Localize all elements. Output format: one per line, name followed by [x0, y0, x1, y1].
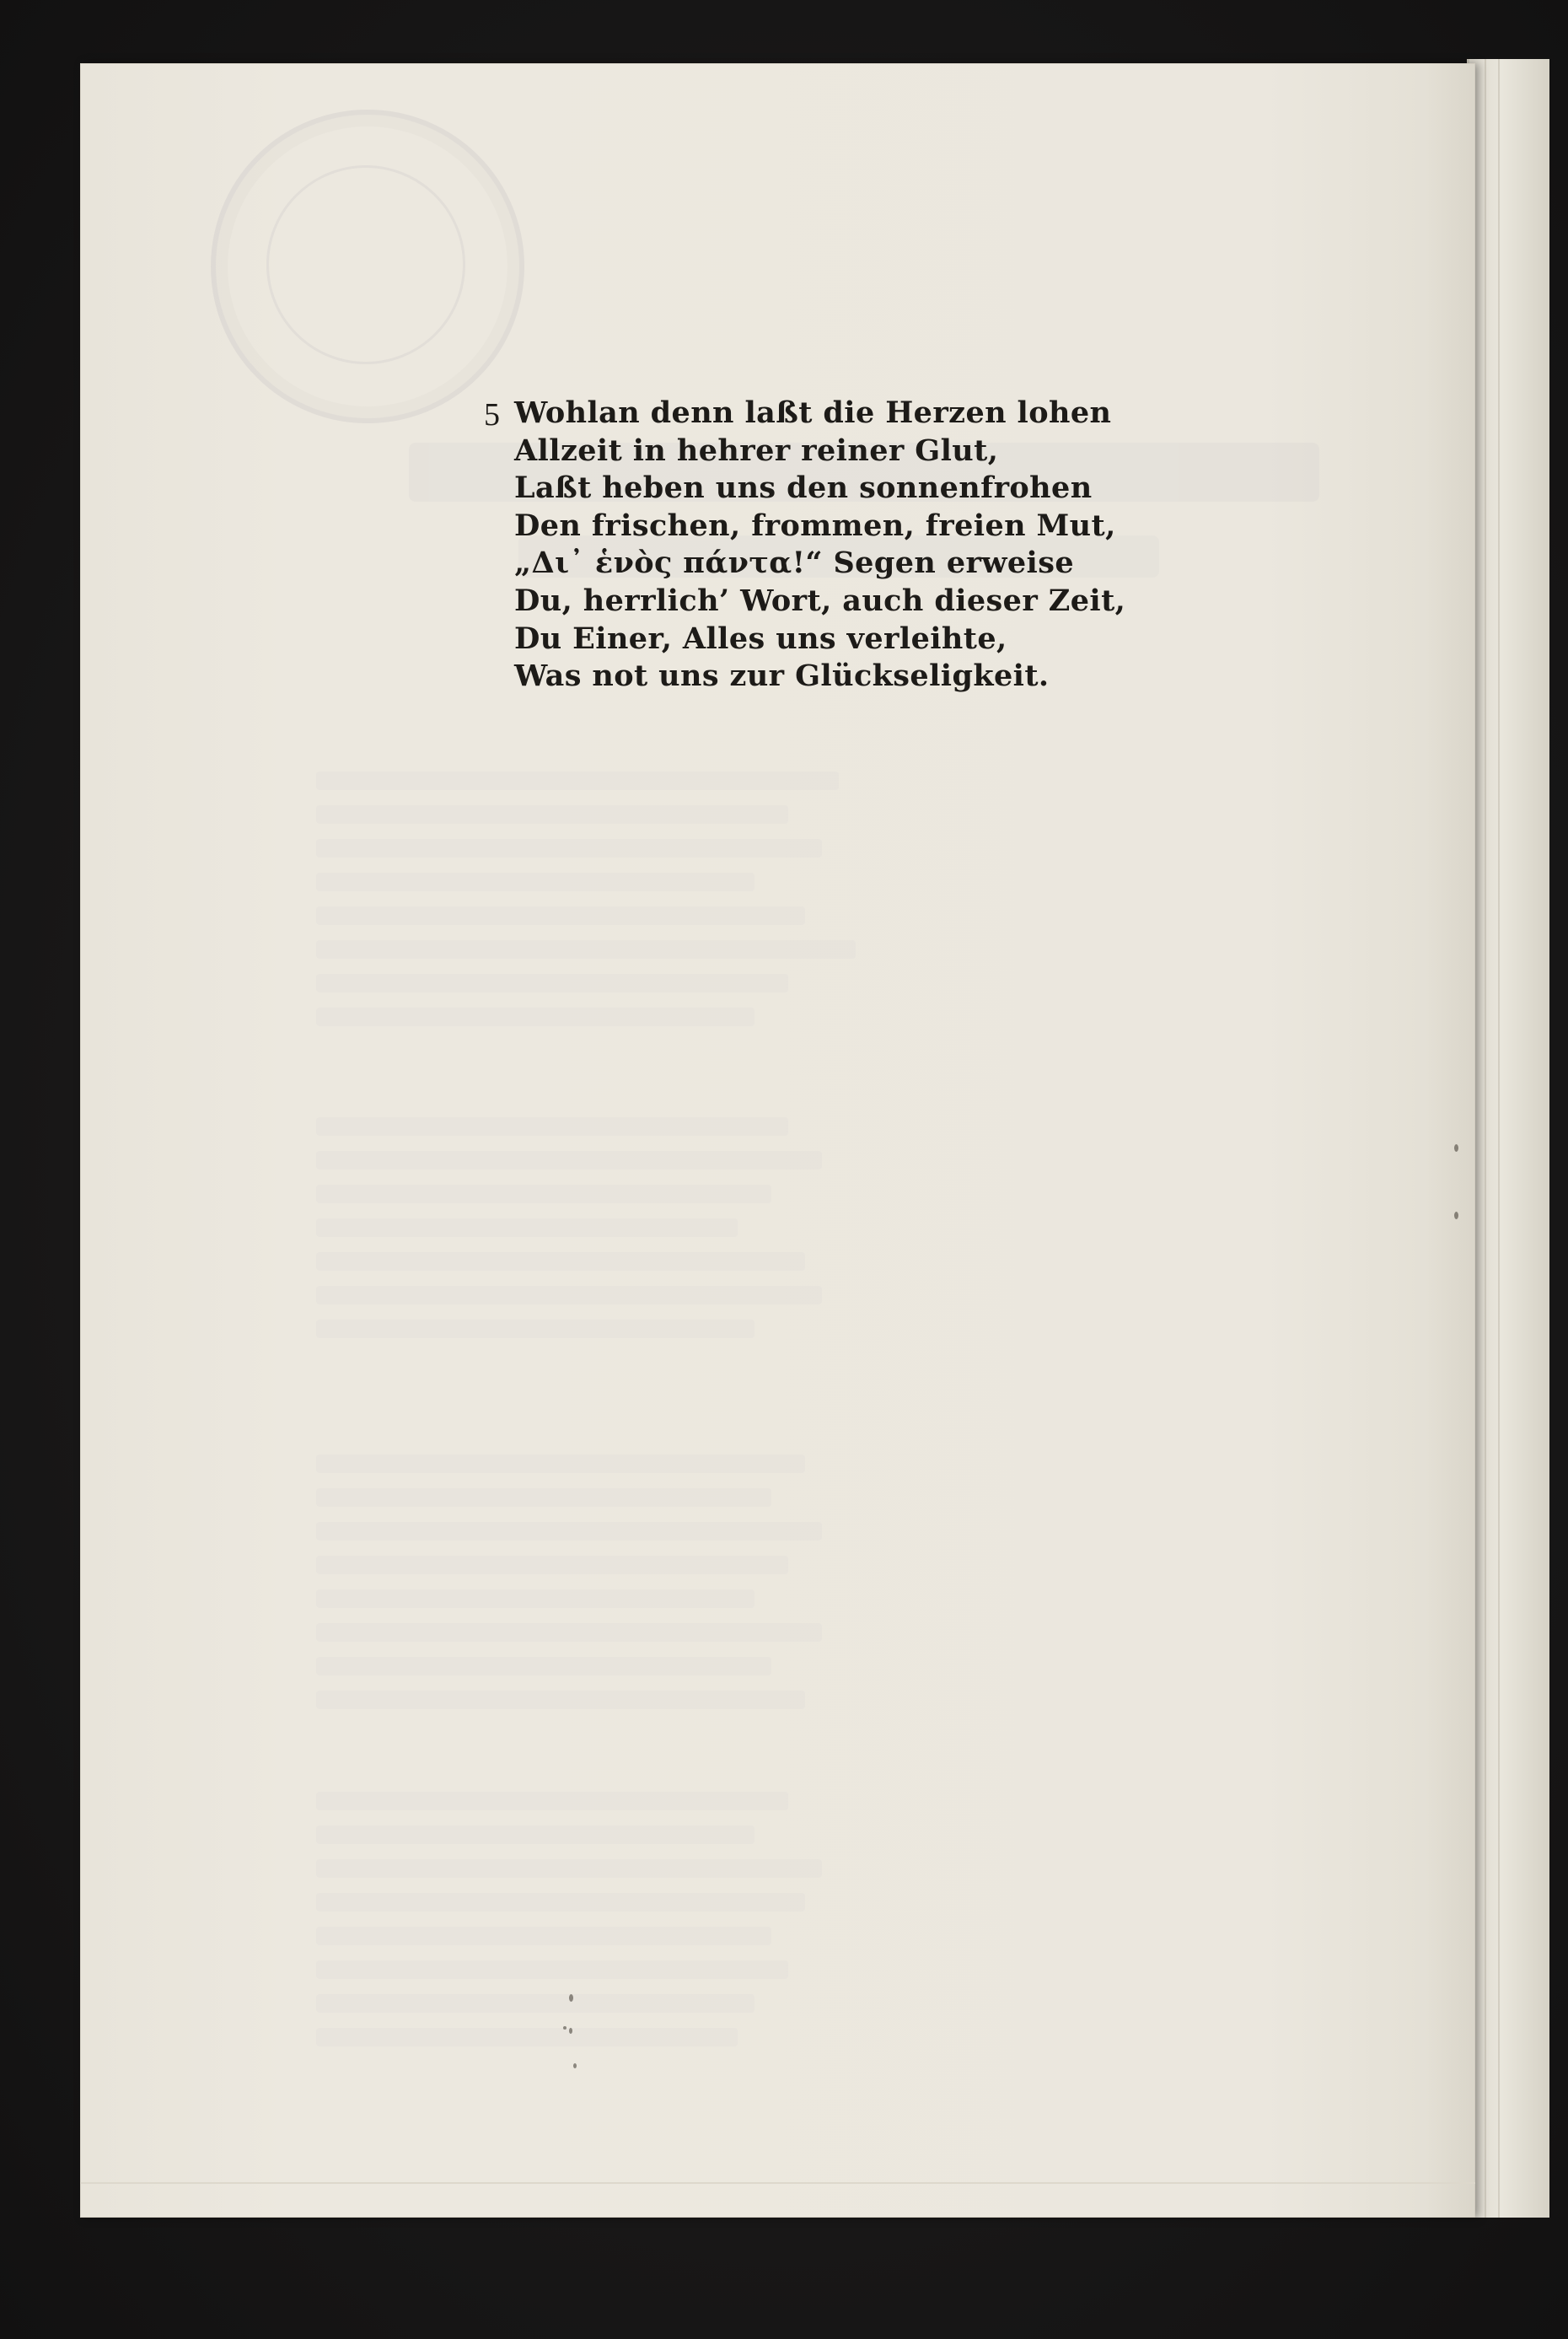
bleed-through-line [316, 1859, 822, 1878]
bleed-through-line [316, 1825, 754, 1844]
bleed-through-line [316, 974, 788, 992]
bleed-through-line [316, 772, 839, 790]
poem-line: Du Einer, Alles uns verleihte, [514, 621, 1007, 656]
bleed-through-line [316, 1691, 805, 1709]
bleed-through-line [316, 873, 754, 891]
book-page [80, 63, 1475, 2218]
bleed-through-line [316, 1286, 822, 1304]
bleed-through-line [316, 1454, 805, 1473]
bleed-through-line [316, 1252, 805, 1271]
bleed-through-line [316, 1008, 754, 1026]
bleed-through-line [316, 1522, 822, 1541]
bleed-through-line [316, 805, 788, 824]
bleed-through-line [316, 1589, 754, 1608]
bleed-through-line [316, 1994, 754, 2013]
bleed-through-line [316, 2028, 738, 2046]
poem-stanza [484, 395, 1172, 696]
bleed-through-line [316, 1117, 788, 1136]
paper-speck [573, 2063, 577, 2068]
bleed-through-line [316, 1927, 771, 1945]
paper-speck [569, 2028, 572, 2034]
stanza-number: 5 [484, 397, 500, 433]
bleed-through-line [316, 1320, 754, 1338]
adjacent-page-edge [1467, 59, 1549, 2218]
bleed-through-line [316, 1657, 771, 1675]
poem-line: Den frischen, frommen, freien Mut, [514, 508, 1116, 543]
page-edge-line [1498, 59, 1500, 2218]
page-gutter-shade [1425, 63, 1475, 2218]
paper-speck [1454, 1212, 1458, 1219]
poem-line: „Δι᾽ ἑνὸς πάντα!“ Segen erweise [514, 546, 1075, 581]
paper-speck [563, 2026, 567, 2030]
poem-line: Was not uns zur Glückseligkeit. [514, 659, 1050, 694]
bleed-through-line [316, 1151, 822, 1170]
bleed-through-line [316, 1556, 788, 1574]
poem-line: Du, herrlich’ Wort, auch dieser Zeit, [514, 583, 1126, 618]
paper-speck [1454, 1144, 1458, 1152]
poem-line: Wohlan denn laßt die Herzen lohen [514, 395, 1112, 430]
bleed-through-line [316, 1623, 822, 1642]
page-edge-line [1485, 59, 1486, 2218]
poem-line: Laßt heben uns den sonnenfrohen [514, 470, 1093, 506]
bleed-through-line [316, 1185, 771, 1203]
bleed-through-line [316, 940, 856, 959]
paper-speck [569, 1994, 573, 2002]
bleed-through-line [316, 1960, 788, 1979]
poem-line: Allzeit in hehrer reiner Glut, [514, 433, 999, 468]
bleed-through-line [316, 1792, 788, 1810]
bleed-through-line [316, 1218, 738, 1237]
page-bottom-rule [80, 2182, 1475, 2184]
bleed-through-line [316, 1893, 805, 1912]
bleed-through-line [316, 839, 822, 858]
bleed-through-line [316, 906, 805, 925]
bleed-through-line [316, 1488, 771, 1507]
